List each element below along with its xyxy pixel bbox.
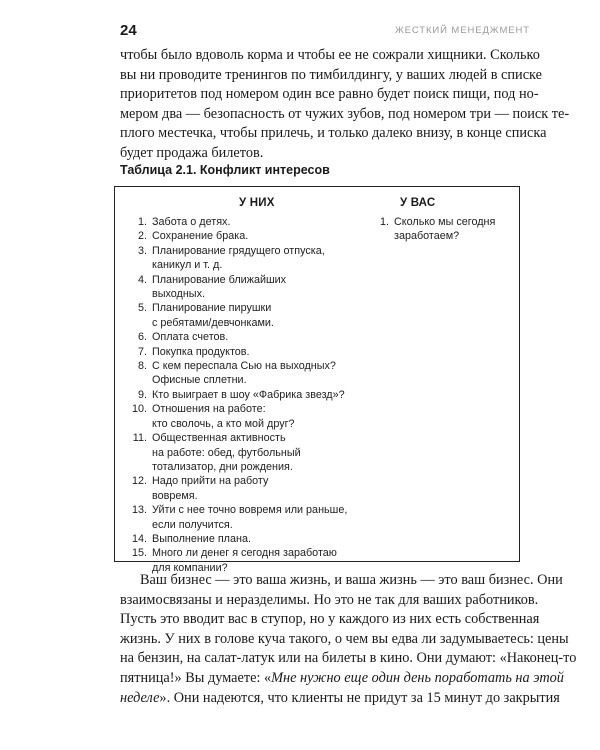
text-line [120, 669, 564, 689]
item-number: 15. [131, 547, 147, 560]
list-item [123, 503, 363, 532]
item-text: Планирование грядущего отпуска, каникул и т. д. [152, 244, 325, 272]
item-number: 6. [137, 331, 147, 344]
item-number: 14. [131, 532, 147, 545]
column-header-you: У ВАС [400, 197, 436, 209]
item-number: 12. [131, 475, 147, 488]
item-text: Забота о детях. [152, 216, 231, 228]
list-item [123, 388, 363, 402]
item-text: Кто выиграет в шоу «Фабрика звезд»? [152, 388, 345, 401]
column-header-them: У НИХ [239, 197, 275, 209]
you-list [365, 215, 515, 244]
item-text: Уйти с нее точно вовремя или раньше, если получится. [152, 504, 348, 531]
list-item [123, 402, 363, 431]
paragraph-top [120, 46, 570, 164]
text-line: Пусть это вводит вас в ступор, но у каждого из них есть собственная [120, 611, 540, 628]
text-line: приоритетов под номером один все равно будет поиск пищи, под но- [120, 86, 539, 103]
page-number: 24 [120, 22, 137, 39]
item-number: 7. [137, 345, 147, 358]
text-line [120, 689, 560, 709]
list-item [123, 431, 363, 474]
item-number: 3. [137, 244, 147, 257]
italic-text-run: неделе [120, 689, 160, 706]
item-text: Надо прийти на работу вовремя. [152, 475, 269, 502]
list-item [123, 474, 363, 503]
item-number: 1. [137, 216, 147, 228]
page-header [120, 22, 530, 42]
text-line: жизнь. У них в голове куча такого, о чем вы едва ли задумываетесь: цены [120, 630, 569, 647]
item-number: 13. [131, 504, 147, 517]
item-number: 9. [137, 388, 147, 401]
list-item [123, 301, 363, 330]
list-item [123, 215, 363, 229]
list-item [123, 359, 363, 388]
item-text: Много ли денег я сегодня заработаю для компании? [152, 547, 337, 574]
item-text: Оплата счетов. [152, 331, 229, 344]
table-title: Таблица 2.1. Конфликт интересов [120, 163, 330, 177]
list-item [123, 229, 363, 243]
item-text: Сохранение брака. [152, 230, 249, 243]
text-line: мером два — безопасность от чужих зубов, под номером три — поиск те- [120, 105, 570, 122]
text-run: пятница!» Вы думаете: « [120, 669, 272, 686]
list-item [123, 345, 363, 359]
list-item [123, 244, 363, 273]
item-text: Сколько мы сегодня заработаем? [394, 216, 496, 243]
item-text: Планирование пирушки с ребятами/девчонками. [152, 302, 274, 329]
item-text: Покупка продуктов. [152, 345, 250, 358]
text-line: вы ни проводите тренингов по тимбилдингу, у ваших людей в списке [120, 66, 542, 83]
them-list [123, 215, 363, 575]
list-item [123, 273, 363, 302]
item-number: 11. [132, 432, 147, 445]
item-text: Выполнение плана. [152, 532, 251, 545]
item-text: Отношения на работе: кто сволочь, а кто мой друг? [152, 403, 295, 430]
item-number: 10. [131, 403, 147, 416]
text-line: чтобы было вдоволь корма и чтобы ее не сожрали хищники. Сколько [120, 47, 540, 63]
item-number: 8. [137, 360, 147, 373]
item-text: Общественная активность на работе: обед, футбольный тотализатор, дни рождения. [152, 432, 301, 473]
item-number: 4. [137, 273, 147, 286]
text-run: ». Они надеются, что клиенты не придут за 15 минут до закрытия [159, 689, 560, 706]
paragraph-bottom [120, 571, 577, 708]
list-item [123, 532, 363, 546]
list-item [123, 330, 363, 344]
conflict-table [114, 186, 520, 574]
text-line: плого местечка, чтобы прилечь, и только далеко внизу, в конце списка [120, 125, 547, 142]
text-line: Ваш бизнес — это ваша жизнь, и ваша жизнь — это ваш бизнес. Они [140, 572, 563, 588]
list-item [365, 215, 515, 244]
text-line: на бензин, на салат-латук или на билеты в кино. Они думают: «Наконец-то [120, 650, 577, 667]
item-number: 5. [137, 302, 147, 315]
italic-text-run: Мне нужно еще один день поработать на этой [271, 669, 564, 686]
item-number: 2. [137, 230, 147, 243]
item-number: 1. [379, 216, 389, 228]
text-line: будет продажа билетов. [120, 144, 264, 161]
item-text: С кем переспала Сью на выходных? Офисные сплетни. [152, 360, 336, 387]
item-text: Планирование ближайших выходных. [152, 273, 287, 301]
running-head: ЖЕСТКИЙ МЕНЕДЖМЕНТ [394, 25, 530, 36]
text-line: взаимосвязаны и неразделимы. Но это не так для ваших работников. [120, 591, 539, 608]
